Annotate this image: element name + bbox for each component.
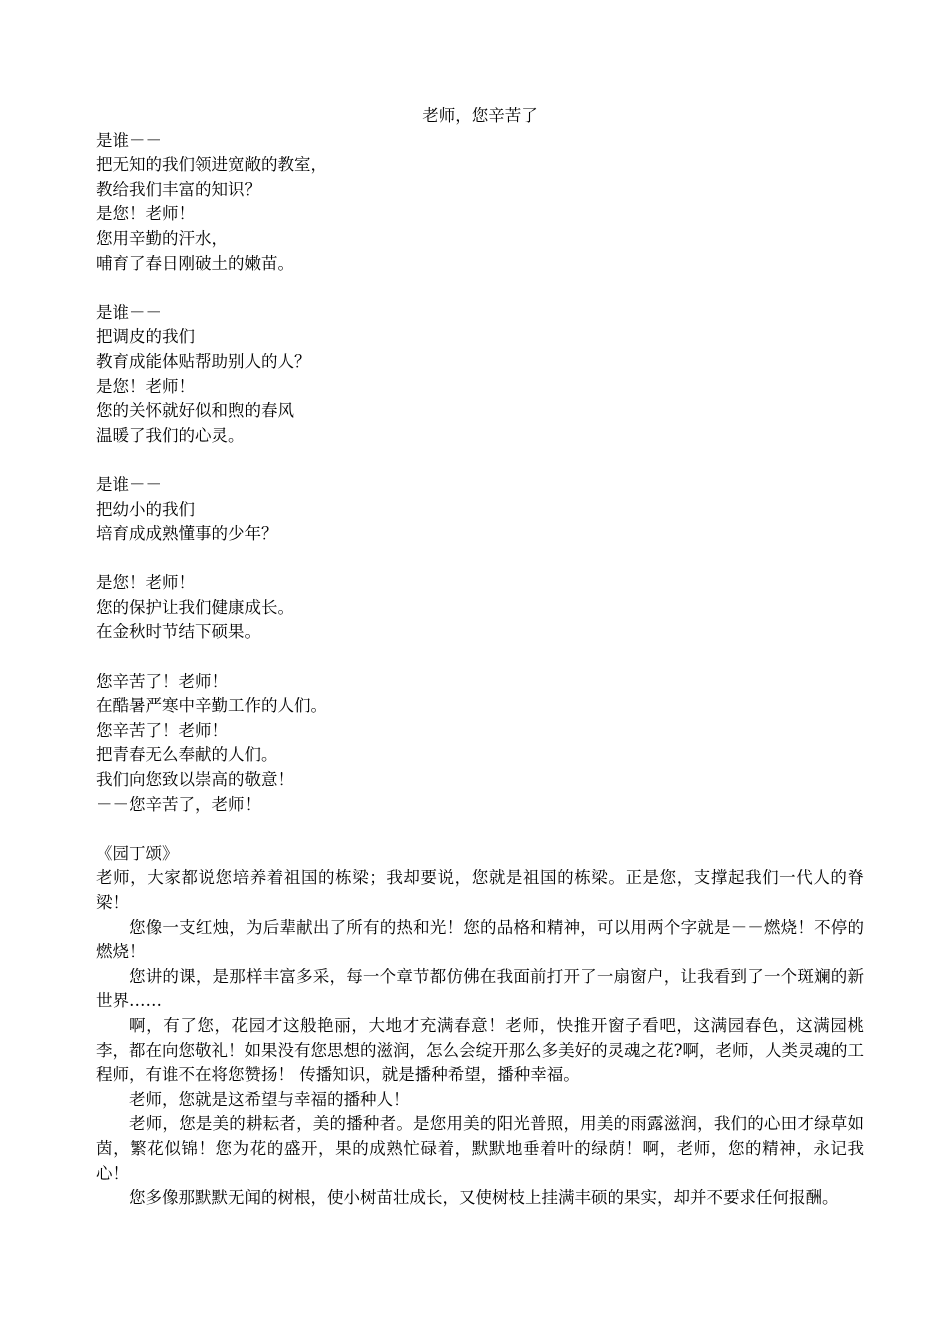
poem-line: 教育成能体贴帮助别人的人？ <box>96 351 311 371</box>
poem-line: 把青春无么奉献的人们。 <box>96 745 278 765</box>
blank-line <box>96 448 864 473</box>
blank-line <box>96 547 864 572</box>
poem-line: 培育成成熟懂事的少年？ <box>96 524 278 544</box>
poem-line: 您辛苦了！老师！ <box>96 671 228 691</box>
poem-line: 您用辛勤的汗水， <box>96 228 228 248</box>
paragraph: 老师，您就是这希望与幸福的播种人！ <box>129 1089 410 1109</box>
poem-line: 是您！老师！ <box>96 376 195 396</box>
blank-line <box>96 276 864 301</box>
poem-line: 我们向您致以崇高的敬意！ <box>96 770 294 790</box>
poem-line: 是您！老师！ <box>96 573 195 593</box>
poem-line: 把无知的我们领进宽敞的教室， <box>96 155 327 175</box>
poem-line: 把调皮的我们 <box>96 327 195 347</box>
document-page <box>96 104 864 1211</box>
poem-line: 是谁－－ <box>96 302 162 322</box>
blank-line <box>96 817 864 842</box>
poem-line: 在金秋时节结下硕果。 <box>96 622 261 642</box>
poem-line: 是谁－－ <box>96 474 162 494</box>
section-title: 《园丁颂》 <box>96 843 179 863</box>
blank-line <box>96 645 864 670</box>
poem-line: 把幼小的我们 <box>96 499 195 519</box>
paragraph: 老师，大家都说您培养着祖国的栋梁；我却要说，您就是祖国的栋梁。正是您，支撑起我们一代人的脊梁！ <box>96 868 864 912</box>
poem-line: －－您辛苦了，老师！ <box>96 794 261 814</box>
paragraph: 老师，您是美的耕耘者，美的播种者。是您用美的阳光普照，用美的雨露滋润，我们的心田才绿草如茵，繁花似锦！您为花的盛开，果的成熟忙碌着，默默地垂着叶的绿荫！啊，老师，您的精神，永记我心！ <box>96 1114 864 1183</box>
poem-line: 您的保护让我们健康成长。 <box>96 597 294 617</box>
poem-line: 您的关怀就好似和煦的春风 <box>96 401 294 421</box>
paragraph: 您像一支红烛，为后辈献出了所有的热和光！您的品格和精神，可以用两个字就是－－燃烧！不停的燃烧！ <box>96 917 864 962</box>
paragraph: 啊，有了您，花园才这般艳丽，大地才充满春意！老师，快推开窗子看吧，这满园春色，这满园桃李，都在向您敬礼！如果没有您思想的滋润，怎么会绽开那么多美好的灵魂之花?啊，老师，人类灵魂的工程师，有谁不在将您赞扬！ 传播知识，就是播种希望，播种幸福。 <box>96 1015 864 1085</box>
prose-body <box>96 866 864 1210</box>
poem-line: 是谁－－ <box>96 130 162 150</box>
poem-line: 教给我们丰富的知识？ <box>96 179 261 199</box>
poem-line: 您辛苦了！老师！ <box>96 720 228 740</box>
poem-line: 温暖了我们的心灵。 <box>96 425 245 445</box>
paragraph: 您多像那默默无闻的树根，使小树苗壮成长，又使树枝上挂满丰硕的果实，却并不要求任何报酬。 <box>129 1188 839 1208</box>
paragraph: 您讲的课，是那样丰富多采，每一个章节都仿佛在我面前打开了一扇窗户，让我看到了一个斑斓的新世界…… <box>96 966 864 1011</box>
poem-line: 哺育了春日刚破土的嫩苗。 <box>96 253 294 273</box>
poem-line: 是您！老师！ <box>96 204 195 224</box>
poem-line: 在酷暑严寒中辛勤工作的人们。 <box>96 696 327 716</box>
poem-body <box>96 129 864 842</box>
document-title: 老师，您辛苦了 <box>422 106 538 125</box>
